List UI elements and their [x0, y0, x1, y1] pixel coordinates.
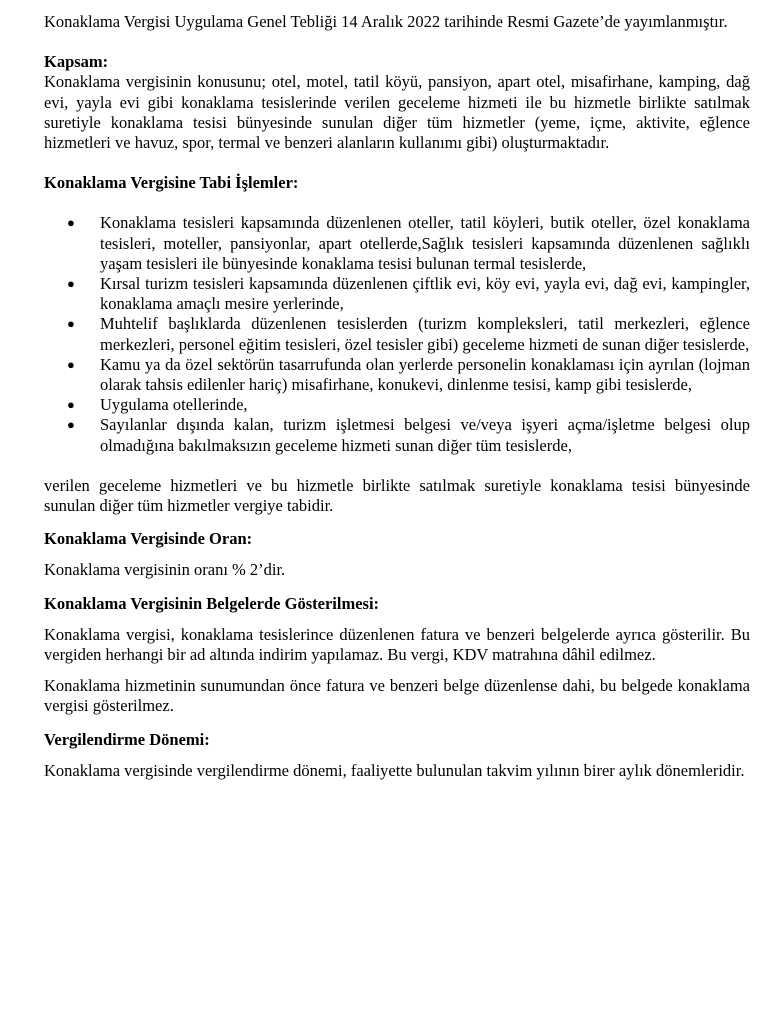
- list-item: [44, 274, 750, 314]
- bullet-icon: ●: [67, 356, 75, 372]
- belgeler-heading: Konaklama Vergisinin Belgelerde Gösterilmesi:: [44, 593, 380, 613]
- tabi-islemler-heading: Konaklama Vergisine Tabi İşlemler:: [44, 173, 299, 193]
- oran-heading: Konaklama Vergisinde Oran:: [44, 529, 253, 549]
- list-item-text: Sayılanlar dışında kalan, turizm işletmesi belgesi ve/veya işyeri açma/işletme belgesi olup olmadığına bakılmaksızın geceleme hizmeti sunan diğer tüm tesislerde,: [100, 415, 750, 455]
- list-item: [44, 355, 750, 395]
- kapsam-paragraph: Konaklama vergisinin konusunu; otel, motel, tatil köyü, pansiyon, apart otel, misafirhane, kamping, dağ evi, yayla evi gibi konaklama tesislerinde verilen geceleme hizmeti ile bu hizmetle birlikte satılmak suretiyle konaklama tesisi bünyesinde sunulan diğer tüm hizmetler (yeme, içme, aktivite, eğlence hizmetleri ve havuz, spor, termal ve benzeri alanların kullanımı gibi) oluşturmaktadır.: [44, 72, 750, 153]
- bullet-icon: ●: [67, 215, 75, 231]
- tabi-islemler-closing-paragraph: verilen geceleme hizmetleri ve bu hizmetle birlikte satılmak suretiyle konaklama tesisi bünyesinde sunulan diğer tüm hizmetler vergiye tabidir.: [44, 475, 750, 516]
- list-item: [44, 314, 750, 354]
- bullet-icon: ●: [67, 417, 75, 433]
- intro-paragraph: Konaklama Vergisi Uygulama Genel Tebliği 14 Aralık 2022 tarihinde Resmi Gazete’de yayımlanmıştır.: [44, 12, 728, 31]
- donem-paragraph: Konaklama vergisinde vergilendirme dönemi, faaliyette bulunulan takvim yılının birer aylık dönemleridir.: [44, 760, 745, 780]
- list-item-text: Konaklama tesisleri kapsamında düzenlenen oteller, tatil köyleri, butik oteller, özel konaklama tesisleri, moteller, pansiyonlar, apart otellerde,Sağlık tesisleri kapsamında düzenlenen sağlıklı yaşam tesisleri ile bünyesinde konaklama tesisi bulunan termal tesislerde,: [100, 213, 750, 273]
- bullet-icon: ●: [67, 316, 75, 332]
- belgeler-paragraph-1: Konaklama vergisi, konaklama tesislerince düzenlenen fatura ve benzeri belgelerde ayrıca gösterilir. Bu vergiden herhangi bir ad altında indirim yapılamaz. Bu vergi, KDV matrahına dâhil edilmez.: [44, 624, 750, 665]
- list-item-text: Uygulama otellerinde,: [100, 395, 248, 415]
- bullet-icon: ●: [67, 276, 75, 292]
- kapsam-heading: Kapsam:: [44, 52, 109, 72]
- bullet-icon: ●: [67, 397, 75, 413]
- document-page: [44, 12, 750, 781]
- list-item-text: Kırsal turizm tesisleri kapsamında düzenlenen çiftlik evi, köy evi, yayla evi, dağ evi, kampingler, konaklama amaçlı mesire yerlerinde,: [100, 274, 750, 314]
- list-item-text: Kamu ya da özel sektörün tasarrufunda olan yerlerde personelin konaklaması için ayrılan (lojman olarak tahsis edilenler hariç) misafirhane, konukevi, dinlenme tesisi, kamp gibi tesislerde,: [100, 354, 750, 395]
- donem-heading: Vergilendirme Dönemi:: [44, 729, 210, 749]
- oran-paragraph: Konaklama vergisinin oranı % 2’dir.: [44, 560, 286, 580]
- list-item: [44, 395, 750, 415]
- tabi-islemler-list: [44, 213, 750, 455]
- list-item-text: Muhtelif başlıklarda düzenlenen tesislerden (turizm kompleksleri, tatil merkezleri, eğlence merkezleri, personel eğitim tesisleri, özel tesisler gibi) geceleme hizmeti de sunan diğer tesislerde,: [100, 314, 750, 354]
- list-item: [44, 213, 750, 274]
- list-item: [44, 415, 750, 455]
- belgeler-paragraph-2: Konaklama hizmetinin sunumundan önce fatura ve benzeri belge düzenlense dahi, bu belgede konaklama vergisi gösterilmez.: [44, 676, 750, 716]
